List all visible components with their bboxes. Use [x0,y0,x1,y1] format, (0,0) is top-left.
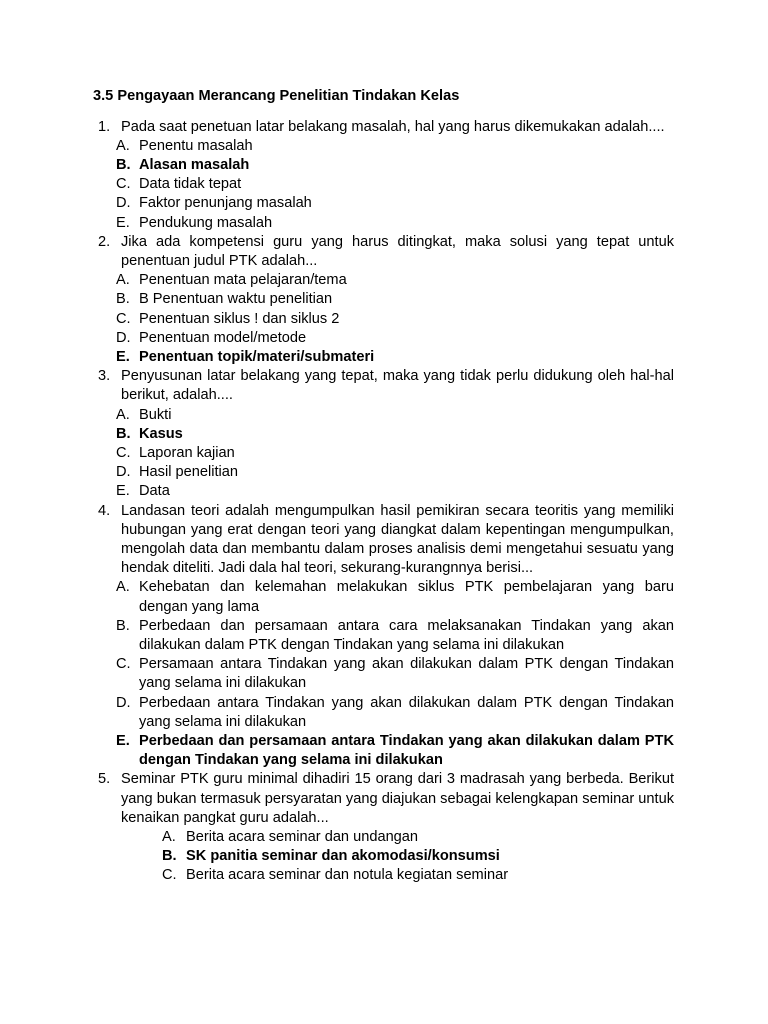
question-5 [93,770,674,885]
option-letter: B. [116,617,130,634]
question-number: 1. [98,118,111,135]
question-list [93,118,674,886]
option-text: Bukti [139,406,172,423]
option-b-correct [93,847,674,866]
option-text: Pendukung masalah [139,214,273,231]
question-number: 4. [98,502,111,519]
option-text: Kasus [139,425,183,442]
option-c [93,655,674,693]
question-text: Penyusunan latar belakang yang tepat, maka yang tidak perlu didukung oleh hal-hal berikut, adalah.... [121,368,674,404]
option-e-correct [93,348,674,367]
option-b [93,617,674,655]
option-text: Penentuan model/metode [139,329,307,346]
option-letter: A. [116,272,130,289]
option-text: B Penentuan waktu penelitian [139,291,333,308]
option-text: Berita acara seminar dan undangan [186,829,419,846]
option-letter: A. [116,406,130,423]
option-d [93,194,674,213]
option-c [93,444,674,463]
option-letter: B. [116,291,130,308]
option-letter: C. [116,656,131,673]
option-d [93,329,674,348]
option-text: Penentuan mata pelajaran/tema [139,272,347,289]
question-text: Pada saat penetuan latar belakang masalah, hal yang harus dikemukakan adalah.... [121,118,665,135]
question-text: Jika ada kompetensi guru yang harus ditingkat, maka solusi yang tepat untuk penentuan judul PTK adalah... [121,233,674,269]
option-letter: D. [116,464,131,481]
option-letter: B. [116,425,131,442]
option-d [93,694,674,732]
question-number: 3. [98,368,111,385]
option-text: Penentuan siklus ! dan siklus 2 [139,310,340,327]
question-1 [93,118,674,233]
option-letter: C. [116,444,131,461]
option-letter: E. [116,348,130,365]
option-b [93,290,674,309]
option-text: Berita acara seminar dan notula kegiatan seminar [186,867,509,884]
option-letter: E. [116,214,130,231]
option-text: Data [139,483,170,500]
option-c [93,866,674,885]
option-letter: B. [162,848,177,865]
option-text: Alasan masalah [139,156,250,173]
option-e [93,482,674,501]
question-text: Seminar PTK guru minimal dihadiri 15 orang dari 3 madrasah yang berbeda. Berikut yang bukan termasuk persyaratan yang diajukan sebagai kelengkapan seminar untuk kenaikan pangkat guru adalah... [121,771,674,826]
page-title: 3.5 Pengayaan Merancang Penelitian Tindakan Kelas [93,88,460,104]
option-c [93,175,674,194]
option-d [93,463,674,482]
option-text: Laporan kajian [139,444,235,461]
option-letter: A. [116,579,130,596]
option-a [93,271,674,290]
option-letter: A. [116,137,130,154]
option-a [93,137,674,156]
option-b-correct [93,156,674,175]
option-letter: C. [162,867,177,884]
option-letter: B. [116,156,131,173]
option-letter: D. [116,329,131,346]
option-text: SK panitia seminar dan akomodasi/konsumsi [186,848,500,865]
option-letter: A. [162,829,176,846]
option-text: Penentu masalah [139,137,253,154]
option-text: Perbedaan dan persamaan antara Tindakan yang akan dilakukan dalam PTK dengan Tindakan yang selama ini dilakukan [139,733,674,769]
question-2 [93,233,674,367]
option-letter: D. [116,694,131,711]
question-3 [93,367,674,501]
option-text: Kehebatan dan kelemahan melakukan siklus PTK pembelajaran yang baru dengan yang lama [139,579,674,615]
option-letter: E. [116,483,130,500]
option-a [93,828,674,847]
option-e [93,214,674,233]
option-letter: C. [116,310,131,327]
option-text: Data tidak tepat [139,176,242,193]
question-number: 5. [98,771,111,788]
option-e-correct [93,732,674,770]
option-letter: E. [116,733,130,749]
option-text: Penentuan topik/materi/submateri [139,348,375,365]
option-a [93,406,674,425]
option-a [93,578,674,616]
option-letter: D. [116,195,131,212]
option-text: Hasil penelitian [139,464,238,481]
option-text: Persamaan antara Tindakan yang akan dilakukan dalam PTK dengan Tindakan yang selama ini dilakukan [139,656,674,692]
option-text: Perbedaan antara Tindakan yang akan dilakukan dalam PTK dengan Tindakan yang selama ini dilakukan [139,694,674,730]
option-c [93,310,674,329]
option-b-correct [93,425,674,444]
question-4 [93,502,674,771]
question-text: Landasan teori adalah mengumpulkan hasil pemikiran secara teoritis yang memiliki hubungan yang erat dengan teori yang diangkat dalam kepentingan mengumpulkan, mengolah data dan membantu dalam proses analisis demi mengetahui sesuatu yang hendak diteliti. Jadi dala hal teori, sekurang-kurangnnya berisi... [121,502,674,577]
option-text: Perbedaan dan persamaan antara cara melaksanakan Tindakan yang akan dilakukan dalam PTK dengan Tindakan yang selama ini dilakukan [139,617,674,653]
question-number: 2. [98,233,111,250]
option-letter: C. [116,176,131,193]
option-text: Faktor penunjang masalah [139,195,312,212]
